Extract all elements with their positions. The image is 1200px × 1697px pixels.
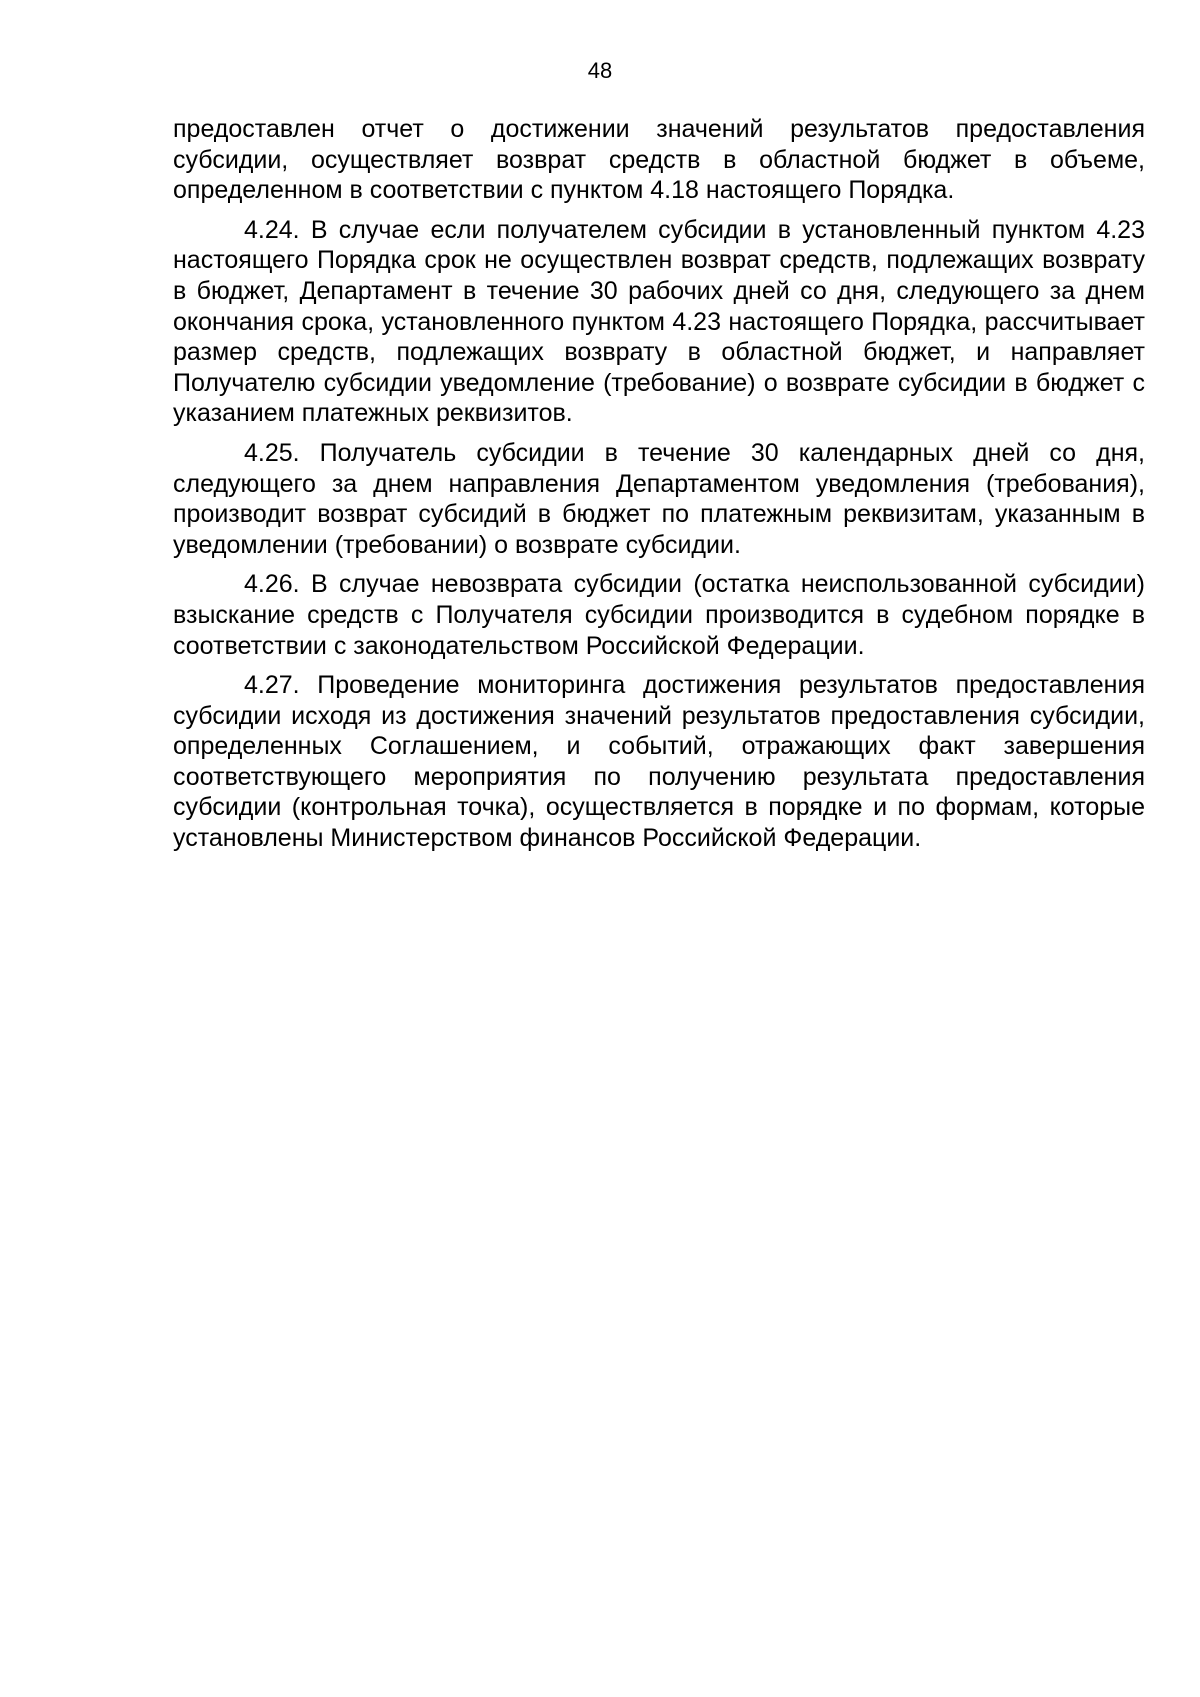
paragraph-4-26: 4.26. В случае невозврата субсидии (остатка неиспользованной субсидии) взыскание средств с Получателя субсидии производится в судебном порядке в соответствии с законодательством Российской Федерации. <box>173 570 1145 660</box>
paragraph-4-24: 4.24. В случае если получателем субсидии в установленный пунктом 4.23 настоящего Порядка срок не осуществлен возврат средств, подлежащих возврату в бюджет, Департамент в течение 30 рабочих дней со дня, следующего за днем окончания срока, установленного пунктом 4.23 настоящего Порядка, рассчитывает размер средств, подлежащих возврату в областной бюджет, и направляет Получателю субсидии уведомление (требование) о возврате субсидии в бюджет с указанием платежных реквизитов. <box>173 215 1145 428</box>
paragraph-4-25: 4.25. Получатель субсидии в течение 30 календарных дней со дня, следующего за днем направления Департаментом уведомления (требования), производит возврат субсидий в бюджет по платежным реквизитам, указанным в уведомлении (требовании) о возврате субсидии. <box>173 438 1145 559</box>
document-body <box>173 114 1145 863</box>
page-number: 48 <box>587 58 613 83</box>
paragraph-4-27: 4.27. Проведение мониторинга достижения результатов предоставления субсидии исходя из достижения значений результатов предоставления субсидии, определенных Соглашением, и событий, отражающих факт завершения соответствующего мероприятия по получению результата предоставления субсидии (контрольная точка), осуществляется в порядке и по формам, которые установлены Министерством финансов Российской Федерации. <box>173 671 1145 853</box>
paragraph-continuation: предоставлен отчет о достижении значений результатов предоставления субсидии, осуществляет возврат средств в областной бюджет в объеме, определенном в соответствии с пунктом 4.18 настоящего Порядка. <box>173 115 1145 205</box>
